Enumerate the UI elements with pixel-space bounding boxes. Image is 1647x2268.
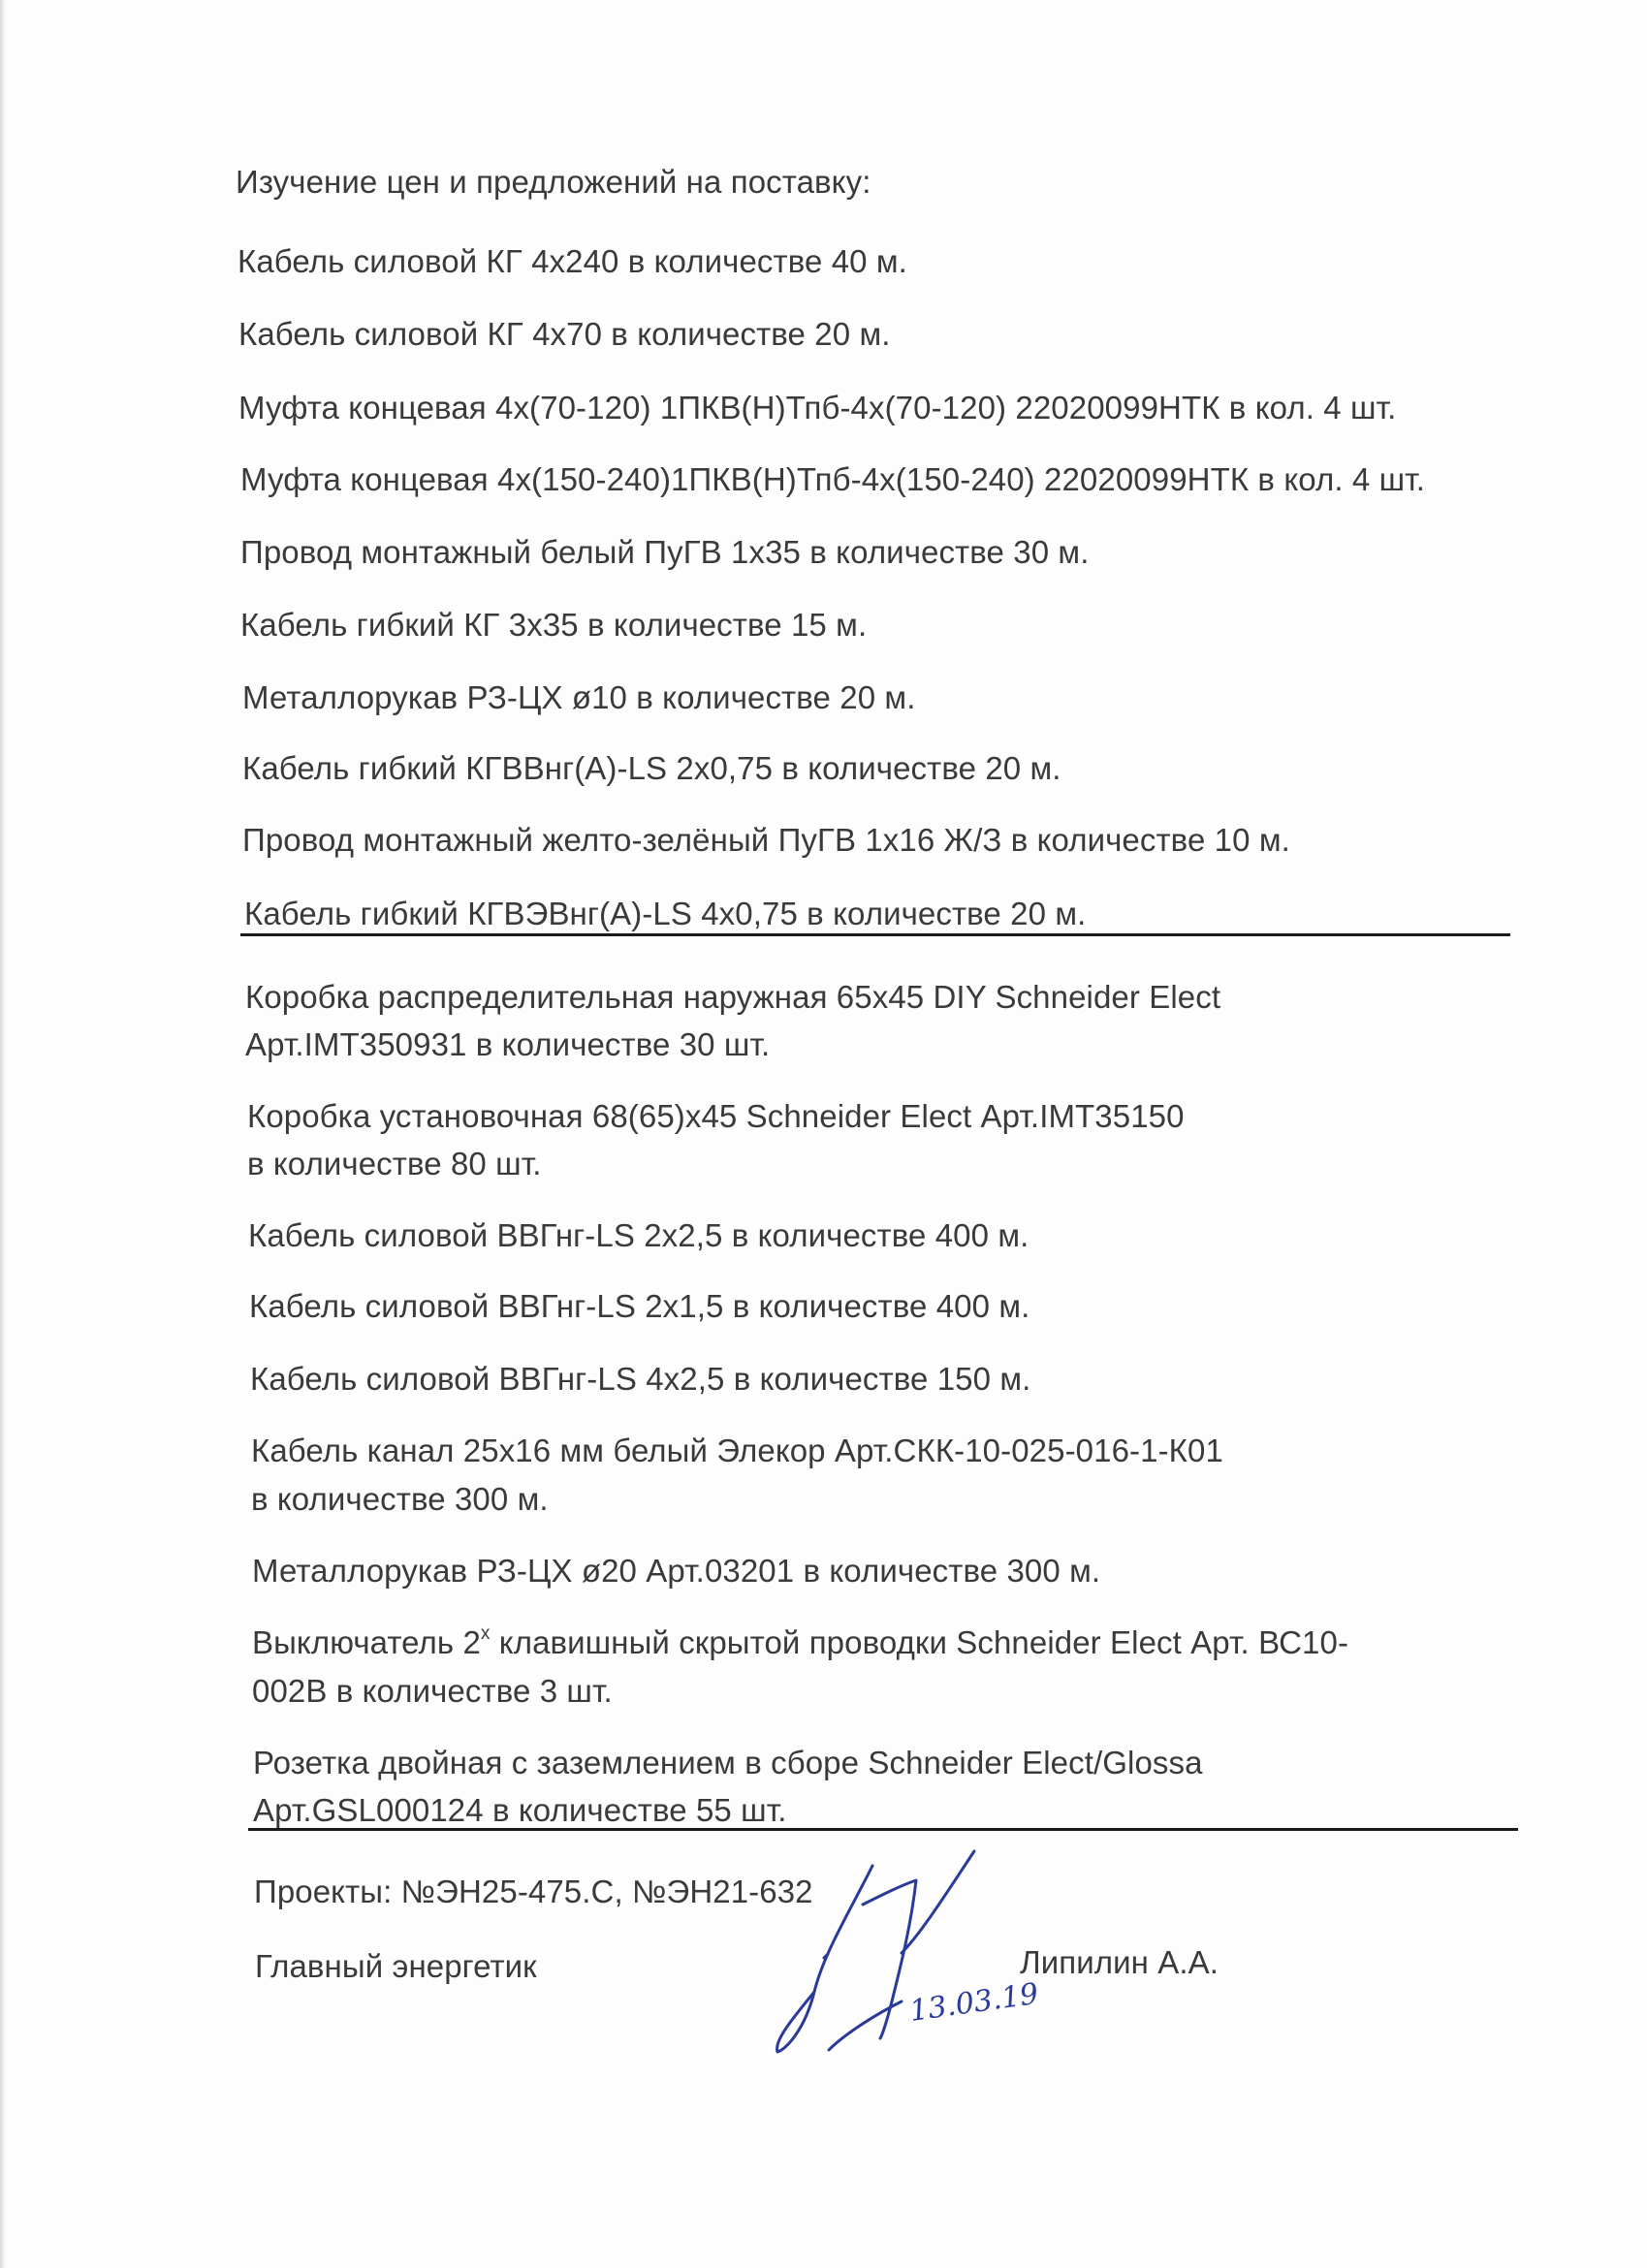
item-line: в количестве 300 м. xyxy=(251,1481,549,1517)
item-line: Муфта концевая 4х(70-120) 1ПКВ(Н)Тпб-4х(70-120) 22020099НТК в кол. 4 шт. xyxy=(238,390,1397,425)
item-line: Арт.GSL000124 в количестве 55 шт. xyxy=(253,1792,787,1828)
signer-name: Липилин А.А. xyxy=(1020,1944,1219,1980)
item-line: Розетка двойная с заземлением в сборе Schneider Elect/Glossa xyxy=(253,1745,1203,1780)
projects-line: Проекты: №ЭН25-475.С, №ЭН21-632 xyxy=(254,1874,813,1909)
switch-text-b: клавишный скрытой проводки Schneider Elect Арт. ВС10- xyxy=(490,1624,1349,1660)
section-divider xyxy=(240,933,1510,936)
switch-text-a: Выключатель 2 xyxy=(252,1624,481,1660)
scan-edge-shadow xyxy=(0,0,6,2268)
signature-date: 13.03.19 xyxy=(907,1976,1041,2029)
item-line: Муфта концевая 4х(150-240)1ПКВ(Н)Тпб-4х(150-240) 22020099НТК в кол. 4 шт. xyxy=(240,461,1425,497)
position-label: Главный энергетик xyxy=(255,1948,537,1984)
item-line: Коробка установочная 68(65)х45 Schneider Elect Арт.IMT35150 xyxy=(247,1098,1185,1134)
item-line: Провод монтажный белый ПуГВ 1х35 в количестве 30 м. xyxy=(240,534,1090,570)
item-line: Кабель гибкий КГВЭВнг(А)-LS 4х0,75 в количестве 20 м. xyxy=(244,896,1087,931)
handwritten-signature xyxy=(756,1846,1105,2069)
item-line: Арт.IMT350931 в количестве 30 шт. xyxy=(245,1026,771,1062)
item-line: Кабель гибкий КГ 3х35 в количестве 15 м. xyxy=(240,607,868,643)
item-line: Кабель силовой ВВГнг-LS 2х2,5 в количестве 400 м. xyxy=(248,1217,1029,1253)
section-divider xyxy=(248,1828,1518,1831)
switch-superscript: х xyxy=(480,1623,491,1644)
heading: Изучение цен и предложений на поставку: xyxy=(236,164,871,200)
item-line: Коробка распределительная наружная 65х45 DIY Schneider Elect xyxy=(245,979,1221,1015)
item-line: Кабель силовой ВВГнг-LS 2х1,5 в количестве 400 м. xyxy=(249,1288,1030,1324)
item-line: Провод монтажный желто-зелёный ПуГВ 1х16 Ж/З в количестве 10 м. xyxy=(242,822,1290,858)
item-line: Кабель силовой КГ 4х70 в количестве 20 м. xyxy=(238,316,891,352)
item-line: Кабель канал 25х16 мм белый Элекор Арт.СКК-10-025-016-1-К01 xyxy=(251,1433,1223,1468)
item-line: Металлорукав РЗ-ЦХ ø20 Арт.03201 в количестве 300 м. xyxy=(252,1553,1101,1589)
item-line: Кабель гибкий КГВВнг(А)-LS 2х0,75 в количестве 20 м. xyxy=(242,750,1061,786)
item-line: Кабель силовой КГ 4х240 в количестве 40 м. xyxy=(238,243,907,279)
item-line: 002В в количестве 3 шт. xyxy=(252,1673,613,1709)
item-line: в количестве 80 шт. xyxy=(247,1146,542,1181)
item-line: Кабель силовой ВВГнг-LS 4х2,5 в количестве 150 м. xyxy=(250,1361,1031,1397)
item-line xyxy=(252,1619,1348,1667)
item-line: Металлорукав РЗ-ЦХ ø10 в количестве 20 м. xyxy=(242,679,916,715)
